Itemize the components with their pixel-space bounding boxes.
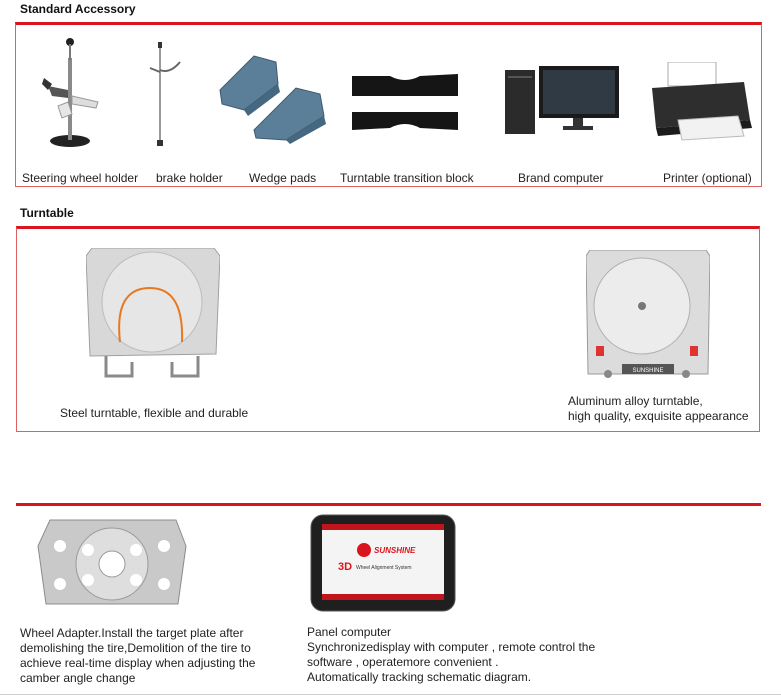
steering-wheel-holder-icon <box>38 38 108 153</box>
aluminum-caption-line1: Aluminum alloy turntable, <box>568 394 703 408</box>
panel-line3: software , operatemore convenient . <box>307 655 499 669</box>
panel-computer-text <box>307 625 595 685</box>
turntable-title: Turntable <box>20 206 74 220</box>
panel-screen-tag: Wheel Alignment System <box>356 565 412 571</box>
panel-screen-3d: 3D <box>338 561 353 573</box>
bottom-divider <box>0 694 781 695</box>
adapter-line2: demolishing the tire,Demolition of the tire to <box>20 641 251 655</box>
adapter-line4: camber angle change <box>20 671 136 685</box>
panel-line1: Panel computer <box>307 625 392 639</box>
wheel-adapter-icon <box>36 516 190 608</box>
accessory-label-2: brake holder <box>156 171 223 185</box>
brake-holder-icon <box>146 38 191 150</box>
accessory-label-6: Printer (optional) <box>663 171 752 185</box>
accessory-label-4: Turntable transition block <box>340 171 474 185</box>
accessory-label-3: Wedge pads <box>249 171 317 185</box>
aluminum-turntable-icon <box>586 250 710 382</box>
printer-icon <box>648 62 754 144</box>
steel-turntable-icon <box>86 248 220 380</box>
lower-section-divider <box>16 503 761 506</box>
panel-screen-brand: SUNSHINE <box>374 546 416 555</box>
adapter-line1: Wheel Adapter.Install the target plate after <box>20 626 244 640</box>
aluminum-turntable-caption <box>568 394 749 424</box>
computer-icon <box>503 66 621 134</box>
accessory-label-5: Brand computer <box>518 171 604 185</box>
transition-block-icon <box>350 70 460 135</box>
panel-line2: Synchronizedisplay with computer , remote control the <box>307 640 596 654</box>
aluminum-caption-line2: high quality, exquisite appearance <box>568 409 749 423</box>
accessory-title: Standard Accessory <box>20 2 136 16</box>
accessory-label-1: Steering wheel holder <box>22 171 139 185</box>
panel-computer-icon <box>310 514 456 612</box>
wheel-adapter-text <box>20 626 255 686</box>
adapter-line3: achieve real-time display when adjusting the <box>20 656 256 670</box>
steel-turntable-caption: Steel turntable, flexible and durable <box>60 406 249 420</box>
svg-text:SUNSHINE: SUNSHINE <box>632 368 664 374</box>
wedge-pads-icon <box>214 44 334 144</box>
panel-line4: Automatically tracking schematic diagram. <box>307 670 532 684</box>
